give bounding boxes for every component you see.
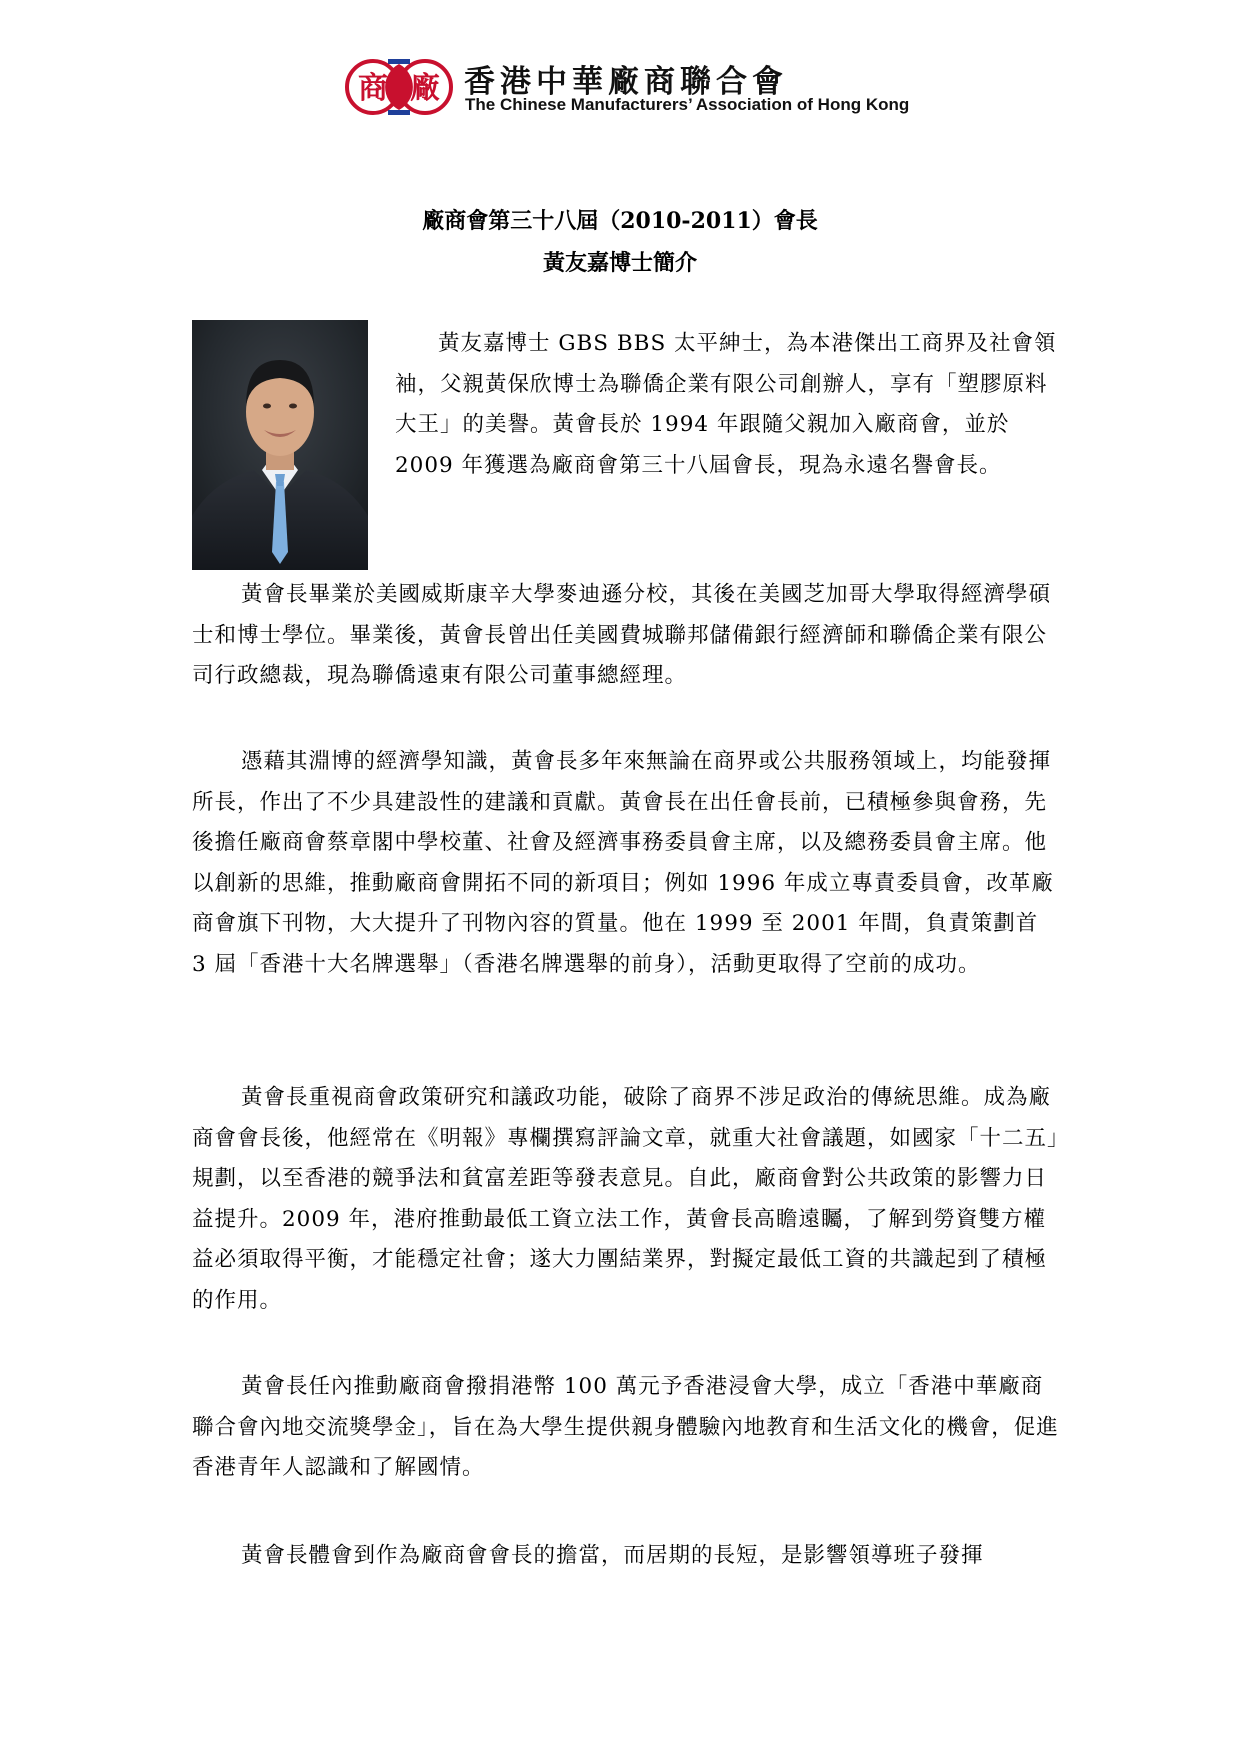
logo-char-left: 商: [358, 71, 388, 106]
paragraph-policy: 黃會長重視商會政策研究和議政功能，破除了商界不涉足政治的傳統思維。成為廠商會會長後，他經常在《明報》專欄撰寫評論文章，就重大社會議題，如國家「十二五」規劃，以至香港的競爭法和貧富差距等發表意見。自此，廠商會對公共政策的影響力日益提升。2009 年，港府推動最低工資立法工作，黃會長高瞻遠矚，了解到勞資雙方權益必須取得平衡，才能穩定社會；遂大力團結業界，對擬定最低工資的共識起到了積極的作用。: [192, 1085, 1059, 1313]
org-name-chinese: 香港中華廠商聯合會: [464, 64, 788, 100]
paragraph-scholarship: 黃會長任內推動廠商會撥捐港幣 100 萬元予香港浸會大學，成立「香港中華廠商聯合會內地交流獎學金」，旨在為大學生提供親身體驗內地教育和生活文化的機會，促進香港青年人認識和了解國情。: [192, 1374, 1059, 1480]
paragraph-contributions: 憑藉其淵博的經濟學知識，黃會長多年來無論在商界或公共服務領域上，均能發揮所長，作出了不少具建設性的建議和貢獻。黃會長在出任會長前，已積極參與會務，先後擔任廠商會蔡章閣中學校董、社會及經濟事務委員會主席，以及總務委員會主席。他以創新的思維，推動廠商會開拓不同的新項目；例如 1996 年成立專責委員會，改革廠商會旗下刊物，大大提升了刊物內容的質量。他在 1999 至 2001 年間，負責策劃首 3 屆「香港十大名牌選舉」（香港名牌選舉的前身），活動更取得了空前的成功。: [192, 749, 1054, 977]
document-subtitle: 黃友嘉博士簡介: [542, 250, 697, 276]
org-name-english: The Chinese Manufacturers’ Association of Hong Kong: [465, 95, 910, 114]
portrait-photo: [192, 320, 368, 570]
letterhead: [344, 56, 924, 118]
intro-paragraph: 黃友嘉博士 GBS BBS 太平紳士，為本港傑出工商界及社會領袖，父親黃保欣博士為聯僑企業有限公司創辦人，享有「塑膠原料大王」的美譽。黃會長於 1994 年跟隨父親加入廠商會，並於 2009 年獲選為廠商會第三十八屆會長，現為永遠名譽會長。: [395, 331, 1057, 478]
paragraph-education: 黃會長畢業於美國威斯康辛大學麥迪遜分校，其後在美國芝加哥大學取得經濟學碩士和博士學位。畢業後，黃會長曾出任美國費城聯邦儲備銀行經濟師和聯僑企業有限公司行政總裁，現為聯僑遠東有限公司董事總經理。: [192, 582, 1052, 688]
logo-char-right: 廠: [410, 71, 440, 106]
document-title: 廠商會第三十八屆（2010-2011）會長: [422, 208, 818, 234]
association-logo: [344, 58, 454, 116]
paragraph-leadership: 黃會長體會到作為廠商會會長的擔當，而居期的長短，是影響領導班子發揮: [241, 1543, 984, 1568]
